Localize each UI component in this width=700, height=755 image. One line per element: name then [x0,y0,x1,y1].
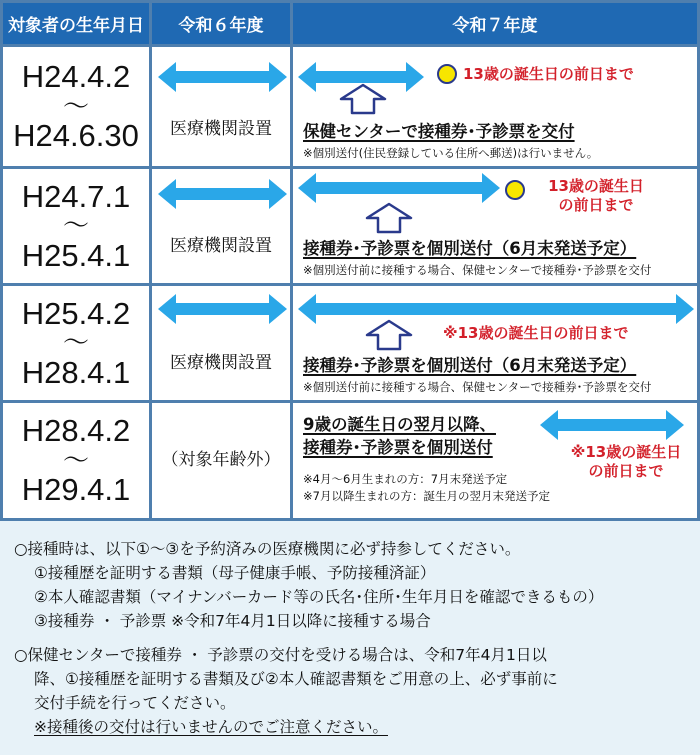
row3-deadline: ※13歳の誕生日の前日まで [443,324,629,342]
note-p2-line3: 交付手続を行ってください。 [34,694,236,712]
note-item-1: ①接種歴を証明する書類（母子健康手帳、予防接種済証） [34,564,436,582]
row4-tilde: ～ [62,444,89,475]
row4-r6-label: （対象年齢外） [161,450,281,470]
header-r7: 令和７年度 [293,3,697,44]
row3-note: ※個別送付前に接種する場合、保健センターで接種券･予診票を交付 [303,380,652,394]
row4-from: H28.4.2 [21,413,131,449]
row2-r6-label: 医療機関設置 [170,235,272,256]
row4-main-l2: 接種券･予診票を個別送付 [303,438,493,457]
row4-deadline-l2: の前日まで [588,461,664,480]
row1-r6-label: 医療機関設置 [170,119,272,139]
up-arrow-icon [367,321,411,349]
row4-main-l1: 9歳の誕生日の翌月以降、 [303,415,496,434]
note-p2-line2: 降、①接種歴を証明する書類及び②本人確認書類をご用意の上、必ず事前に [34,670,558,688]
row2-note: ※個別送付前に接種する場合、保健センターで接種券･予診票を交付 [303,263,652,277]
row3-r6-label: 医療機関設置 [170,352,272,373]
up-arrow-icon [367,204,411,232]
row1-note: ※個別送付(住民登録している住所へ郵送)は行いません。 [303,146,599,160]
row1-main: 保健センターで接種券･予診票を交付 [303,122,575,141]
row1-tilde: ～ [62,90,89,121]
row1-from: H24.4.2 [21,59,131,95]
r6-period-arrow-icon [158,179,287,209]
row1-to: H24.6.30 [13,118,139,154]
row3-main: 接種券･予診票を個別送付（6月末発送予定） [303,356,637,375]
row2-to: H25.4.1 [21,237,131,273]
row2-main: 接種券･予診票を個別送付（6月末発送予定） [303,239,637,258]
header-r6: 令和６年度 [152,3,290,44]
note-item-3: ③接種券 ・ 予診票 ※令和7年4月1日以降に接種する場合 [34,612,431,630]
row3-tilde: ～ [62,327,89,358]
row2-deadline-l1: 13歳の誕生日 [548,177,644,195]
r6-period-arrow-icon [158,294,287,324]
r6-period-arrow-icon [158,62,287,92]
note-p2-line4: ※接種後の交付は行いませんのでご注意ください。 [34,718,388,736]
note-p1: ○接種時は、以下①～③を予約済みの医療機関に必ず持参してください。 [14,540,521,558]
row4-deadline-l1: ※13歳の誕生日 [570,443,682,461]
row3-from: H25.4.2 [21,295,131,331]
r7-period-arrow-icon [298,173,500,203]
r7-period-arrow-icon [298,294,694,324]
header-birthdate: 対象者の生年月日 [3,3,149,44]
row4-note2: ※7月以降生まれの方：誕生月の翌月末発送予定 [303,489,550,503]
up-arrow-icon [341,85,385,113]
notes-section [0,521,700,755]
row4-note1: ※4月～6月生まれの方：7月末発送予定 [303,472,508,486]
row2-from: H24.7.1 [21,178,131,214]
r7-period-arrow-icon [540,410,684,440]
row2-tilde: ～ [62,210,89,241]
note-p2-line1: ○保健センターで接種券 ・ 予診票の交付を受ける場合は、令和7年4月1日以 [14,646,547,664]
row2-deadline-l2: の前日まで [558,195,634,214]
row1-deadline: 13歳の誕生日の前日まで [463,65,634,83]
note-item-2: ②本人確認書類（マイナンバーカード等の氏名･住所･生年月日を確認できるもの） [34,588,604,606]
row3-to: H28.4.1 [21,354,131,390]
row4-to: H29.4.1 [21,472,131,508]
